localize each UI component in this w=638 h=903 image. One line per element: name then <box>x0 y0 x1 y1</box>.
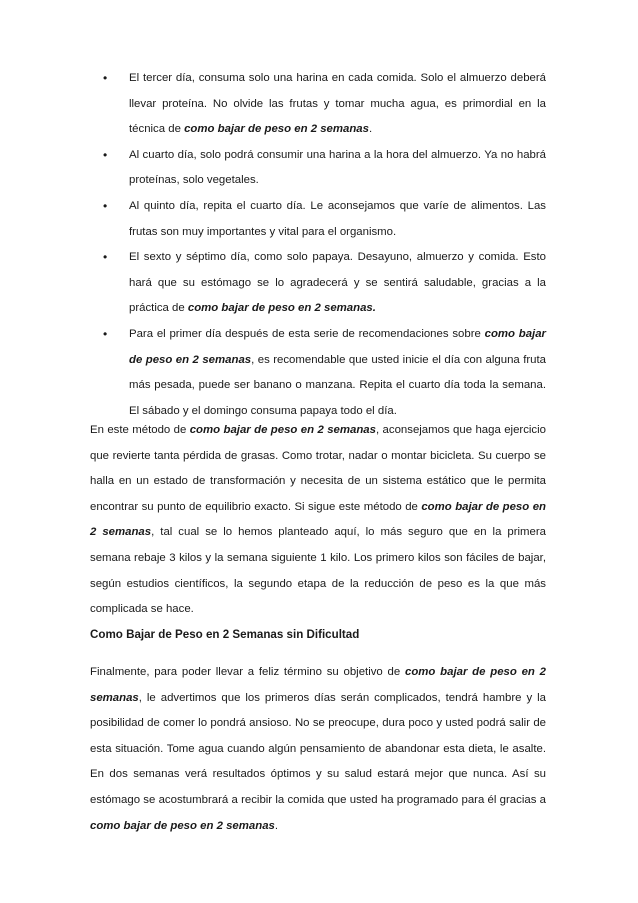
bullet-icon: • <box>103 147 108 162</box>
keyword-emphasis: como bajar de peso en 2 semanas <box>90 819 275 832</box>
bullet-icon: • <box>103 198 108 213</box>
list-item-text: Al quinto día, repita el cuarto día. Le aconsejamos que varíe de alimentos. Las frutas son muy importantes y vital para el organismo. <box>129 199 546 238</box>
bullet-list <box>0 66 638 424</box>
list-item <box>0 322 546 424</box>
bullet-icon: • <box>103 326 108 341</box>
list-item-text: El sexto y séptimo día, como solo papaya. Desayuno, almuerzo y comida. Esto hará que su estómago se lo agradecerá y se sentirá saludable, gracias a la práctica de <box>129 251 546 315</box>
paragraph-text: , le advertimos que los primeros días serán complicados, tendrá hambre y la posibilidad de comer lo pondrá ansioso. No se preocupe, dura poco y usted podrá salir de esta situación. Tome agua cuando algún pensamiento de abandonar esta dieta, le asalte. En dos semanas verá resultados óptimos y su salud estará mejor que nunca. Así su estómago se acostumbrará a recibir la comida que usted ha programado para él gracias a <box>90 691 546 806</box>
keyword-emphasis: como bajar de peso en 2 semanas. <box>187 302 376 315</box>
section-heading: Como Bajar de Peso en 2 Semanas sin Dificultad <box>90 628 360 641</box>
paragraph-text: , aconsejamos que haga ejercicio que revierte tanta pérdida de grasas. Como trotar, nadar o montar bicicleta. Su cuerpo se halla en un estado de transformación y necesita de un sistema estático que le permita encontrar su punto de equilibrio exacto. Si sigue este método de <box>90 424 546 513</box>
keyword-emphasis: como bajar de peso en 2 semanas <box>90 666 547 704</box>
body-paragraph-2 <box>90 660 546 839</box>
keyword-emphasis: como bajar de peso en 2 semanas <box>90 500 546 539</box>
list-item-text: Para el primer día después de esta serie de recomendaciones sobre <box>129 327 485 340</box>
list-item-text: El tercer día, consuma solo una harina en cada comida. Solo el almuerzo deberá llevar proteína. No olvide las frutas y tomar mucha agua, es primordial en la técnica de <box>129 72 546 136</box>
list-item <box>0 143 546 194</box>
paragraph-text: . <box>274 819 279 832</box>
paragraph-text: Finalmente, para poder llevar a feliz término su objetivo de <box>90 666 405 678</box>
list-item <box>0 194 546 245</box>
list-item-text: . <box>368 123 373 136</box>
bullet-icon: • <box>103 71 108 85</box>
list-item-text: , es recomendable que usted inicie el día con alguna fruta más pesada, puede ser banano o manzana. Repita el cuarto día toda la semana. El sábado y el domingo consuma papaya todo el día. <box>129 353 546 417</box>
body-paragraph-1 <box>90 418 546 623</box>
bullet-icon: • <box>103 250 108 265</box>
keyword-emphasis: como bajar de peso en 2 semanas <box>189 424 376 436</box>
paragraph-text: En este método de <box>90 424 190 436</box>
list-item <box>0 245 546 322</box>
paragraph-text: , tal cual se lo hemos planteado aquí, lo más seguro que en la primera semana rebaje 3 kilos y la semana siguiente 1 kilo. Los primero kilos son fáciles de bajar, según estudios científicos, la segundo etapa de la reducción de peso es la que más complicada se hace. <box>90 526 547 616</box>
keyword-emphasis: como bajar de peso en 2 semanas <box>184 123 369 136</box>
list-item <box>0 66 546 143</box>
keyword-emphasis: como bajar de peso en 2 semanas <box>129 327 546 366</box>
list-item-text: Al cuarto día, solo podrá consumir una harina a la hora del almuerzo. Ya no habrá proteínas, solo vegetales. <box>129 148 546 187</box>
